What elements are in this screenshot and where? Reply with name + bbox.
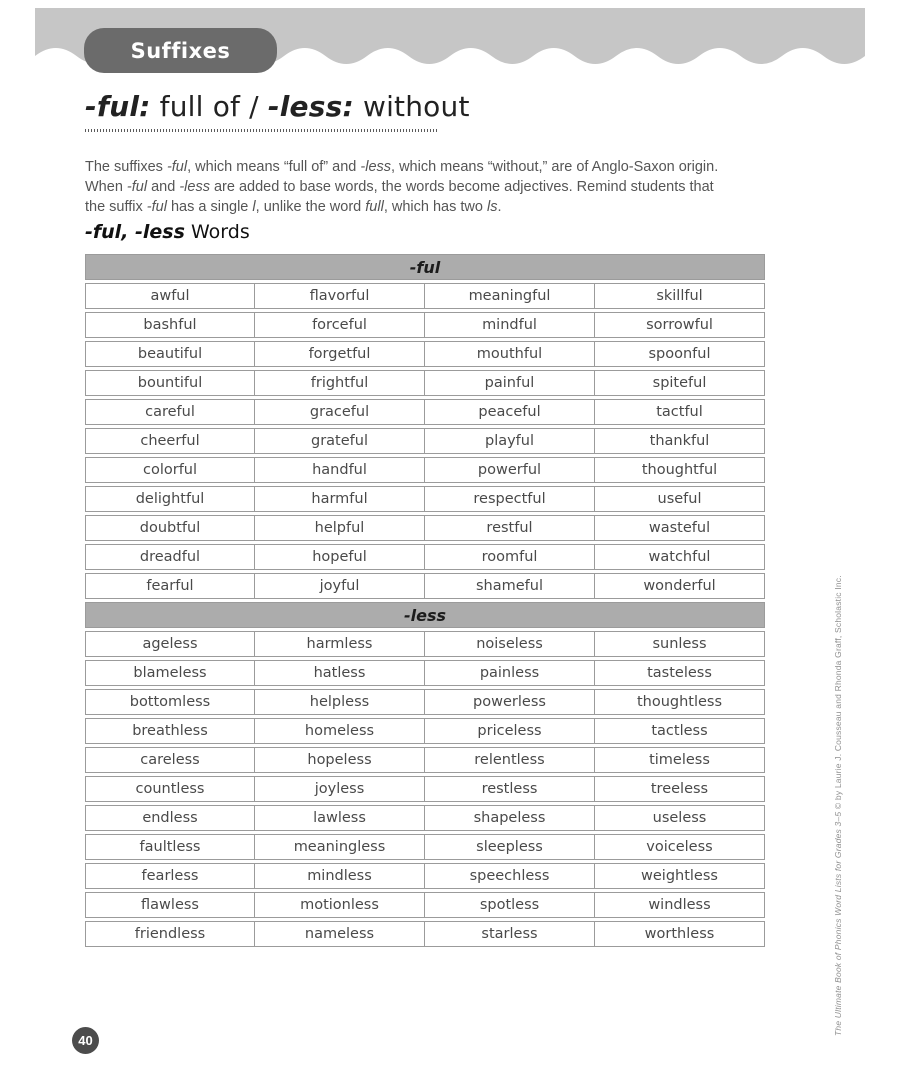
word-cell: sorrowful bbox=[595, 312, 765, 338]
word-cell: awful bbox=[85, 283, 255, 309]
word-cell: relentless bbox=[425, 747, 595, 773]
table-row bbox=[85, 631, 765, 657]
word-cell: delightful bbox=[85, 486, 255, 512]
word-cell: thoughtful bbox=[595, 457, 765, 483]
word-cell: restless bbox=[425, 776, 595, 802]
word-cell: wonderful bbox=[595, 573, 765, 599]
word-cell: cheerful bbox=[85, 428, 255, 454]
word-cell: playful bbox=[425, 428, 595, 454]
table-row bbox=[85, 863, 765, 889]
word-cell: bottomless bbox=[85, 689, 255, 715]
table-row bbox=[85, 892, 765, 918]
text-segment: -less: bbox=[267, 90, 354, 123]
intro-paragraph bbox=[85, 157, 725, 217]
word-cell: countless bbox=[85, 776, 255, 802]
word-cell: colorful bbox=[85, 457, 255, 483]
word-cell: tactless bbox=[595, 718, 765, 744]
word-list-subheading bbox=[85, 221, 250, 243]
word-cell: lawless bbox=[255, 805, 425, 831]
suffixes-badge bbox=[84, 28, 277, 73]
text-segment: , unlike the word bbox=[255, 198, 366, 215]
word-cell: handful bbox=[255, 457, 425, 483]
word-cell: useful bbox=[595, 486, 765, 512]
word-cell: harmless bbox=[255, 631, 425, 657]
side-copyright-credit bbox=[833, 575, 843, 1036]
word-cell: ageless bbox=[85, 631, 255, 657]
text-segment: are added to base words, the words become adjectives. Remind students that the suffix bbox=[85, 178, 714, 215]
table-row bbox=[85, 689, 765, 715]
word-cell: joyless bbox=[255, 776, 425, 802]
table-row bbox=[85, 370, 765, 396]
word-cell: careful bbox=[85, 399, 255, 425]
word-table bbox=[85, 251, 765, 950]
text-segment: -ful bbox=[126, 178, 148, 195]
word-cell: worthless bbox=[595, 921, 765, 947]
credit-book-title: The Ultimate Book of Phonics Word Lists for Grades 3–5 bbox=[833, 811, 843, 1036]
word-cell: endless bbox=[85, 805, 255, 831]
table-row bbox=[85, 776, 765, 802]
word-cell: noiseless bbox=[425, 631, 595, 657]
word-cell: mindful bbox=[425, 312, 595, 338]
word-cell: mouthful bbox=[425, 341, 595, 367]
word-cell: roomful bbox=[425, 544, 595, 570]
word-cell: timeless bbox=[595, 747, 765, 773]
table-row bbox=[85, 515, 765, 541]
word-cell: skillful bbox=[595, 283, 765, 309]
table-row bbox=[85, 457, 765, 483]
word-cell: respectful bbox=[425, 486, 595, 512]
word-cell: motionless bbox=[255, 892, 425, 918]
word-cell: spotless bbox=[425, 892, 595, 918]
table-row bbox=[85, 399, 765, 425]
word-cell: flavorful bbox=[255, 283, 425, 309]
word-cell: sunless bbox=[595, 631, 765, 657]
text-segment: -less bbox=[179, 178, 210, 195]
word-cell: treeless bbox=[595, 776, 765, 802]
section-header-row bbox=[85, 254, 765, 280]
text-segment: -ful bbox=[146, 198, 167, 215]
word-cell: helpful bbox=[255, 515, 425, 541]
word-cell: priceless bbox=[425, 718, 595, 744]
word-cell: windless bbox=[595, 892, 765, 918]
word-cell: homeless bbox=[255, 718, 425, 744]
word-cell: faultless bbox=[85, 834, 255, 860]
word-cell: fearless bbox=[85, 863, 255, 889]
table-row bbox=[85, 834, 765, 860]
word-cell: beautiful bbox=[85, 341, 255, 367]
section-header-row bbox=[85, 602, 765, 628]
word-cell: forgetful bbox=[255, 341, 425, 367]
page-number: 40 bbox=[78, 1033, 93, 1048]
word-cell: restful bbox=[425, 515, 595, 541]
word-cell: speechless bbox=[425, 863, 595, 889]
word-cell: meaningless bbox=[255, 834, 425, 860]
credit-authors: © by Laurie J. Cousseau and Rhonda Graff, Scholastic Inc. bbox=[833, 575, 843, 812]
table-row bbox=[85, 747, 765, 773]
suffixes-badge-label: Suffixes bbox=[130, 38, 231, 63]
table-row bbox=[85, 283, 765, 309]
page-title bbox=[85, 90, 470, 123]
page-number-badge bbox=[72, 1027, 99, 1054]
word-cell: sleepless bbox=[425, 834, 595, 860]
word-cell: mindless bbox=[255, 863, 425, 889]
word-cell: shameful bbox=[425, 573, 595, 599]
word-cell: graceful bbox=[255, 399, 425, 425]
text-segment: and bbox=[147, 178, 180, 195]
word-cell: spoonful bbox=[595, 341, 765, 367]
word-cell: flawless bbox=[85, 892, 255, 918]
word-cell: weightless bbox=[595, 863, 765, 889]
word-cell: hatless bbox=[255, 660, 425, 686]
word-cell: friendless bbox=[85, 921, 255, 947]
word-cell: dreadful bbox=[85, 544, 255, 570]
text-segment: , which means “full of” and bbox=[187, 158, 361, 175]
word-cell: voiceless bbox=[595, 834, 765, 860]
text-segment: -ful bbox=[166, 158, 188, 175]
word-cell: hopeless bbox=[255, 747, 425, 773]
text-segment: , which has two bbox=[383, 198, 487, 215]
table-row bbox=[85, 312, 765, 338]
section-header: -less bbox=[85, 602, 765, 628]
word-cell: blameless bbox=[85, 660, 255, 686]
word-cell: nameless bbox=[255, 921, 425, 947]
word-cell: hopeful bbox=[255, 544, 425, 570]
word-cell: bashful bbox=[85, 312, 255, 338]
text-segment: full of / bbox=[150, 90, 268, 123]
title-dotted-rule bbox=[85, 129, 438, 132]
word-cell: bountiful bbox=[85, 370, 255, 396]
table-row bbox=[85, 341, 765, 367]
text-segment: ls bbox=[486, 198, 498, 215]
word-cell: fearful bbox=[85, 573, 255, 599]
text-segment: -ful: bbox=[85, 90, 151, 123]
word-cell: shapeless bbox=[425, 805, 595, 831]
word-cell: doubtful bbox=[85, 515, 255, 541]
word-cell: wasteful bbox=[595, 515, 765, 541]
word-cell: spiteful bbox=[595, 370, 765, 396]
table-row bbox=[85, 573, 765, 599]
word-cell: helpless bbox=[255, 689, 425, 715]
word-cell: starless bbox=[425, 921, 595, 947]
text-segment: has a single bbox=[166, 198, 253, 215]
text-segment: . bbox=[497, 198, 502, 215]
table-row bbox=[85, 805, 765, 831]
table-row bbox=[85, 544, 765, 570]
text-segment: l bbox=[252, 198, 256, 215]
word-cell: painful bbox=[425, 370, 595, 396]
word-cell: powerful bbox=[425, 457, 595, 483]
word-cell: thoughtless bbox=[595, 689, 765, 715]
text-segment: , which means “without,” are of Anglo-Saxon origin. When bbox=[85, 158, 719, 195]
word-cell: joyful bbox=[255, 573, 425, 599]
text-segment: full bbox=[365, 198, 384, 215]
word-cell: tasteless bbox=[595, 660, 765, 686]
text-segment: -ful, -less bbox=[85, 221, 185, 243]
table-row bbox=[85, 660, 765, 686]
text-segment: -less bbox=[360, 158, 392, 175]
word-cell: tactful bbox=[595, 399, 765, 425]
word-cell: useless bbox=[595, 805, 765, 831]
word-cell: breathless bbox=[85, 718, 255, 744]
word-cell: watchful bbox=[595, 544, 765, 570]
word-cell: meaningful bbox=[425, 283, 595, 309]
word-cell: grateful bbox=[255, 428, 425, 454]
table-row bbox=[85, 486, 765, 512]
table-row bbox=[85, 921, 765, 947]
text-segment: without bbox=[353, 90, 470, 123]
word-cell: peaceful bbox=[425, 399, 595, 425]
word-cell: harmful bbox=[255, 486, 425, 512]
section-header: -ful bbox=[85, 254, 765, 280]
table-row bbox=[85, 428, 765, 454]
word-cell: thankful bbox=[595, 428, 765, 454]
text-segment: The suffixes bbox=[85, 158, 167, 175]
word-cell: painless bbox=[425, 660, 595, 686]
word-cell: forceful bbox=[255, 312, 425, 338]
word-cell: powerless bbox=[425, 689, 595, 715]
word-cell: frightful bbox=[255, 370, 425, 396]
word-cell: careless bbox=[85, 747, 255, 773]
text-segment: Words bbox=[184, 221, 250, 243]
table-row bbox=[85, 718, 765, 744]
